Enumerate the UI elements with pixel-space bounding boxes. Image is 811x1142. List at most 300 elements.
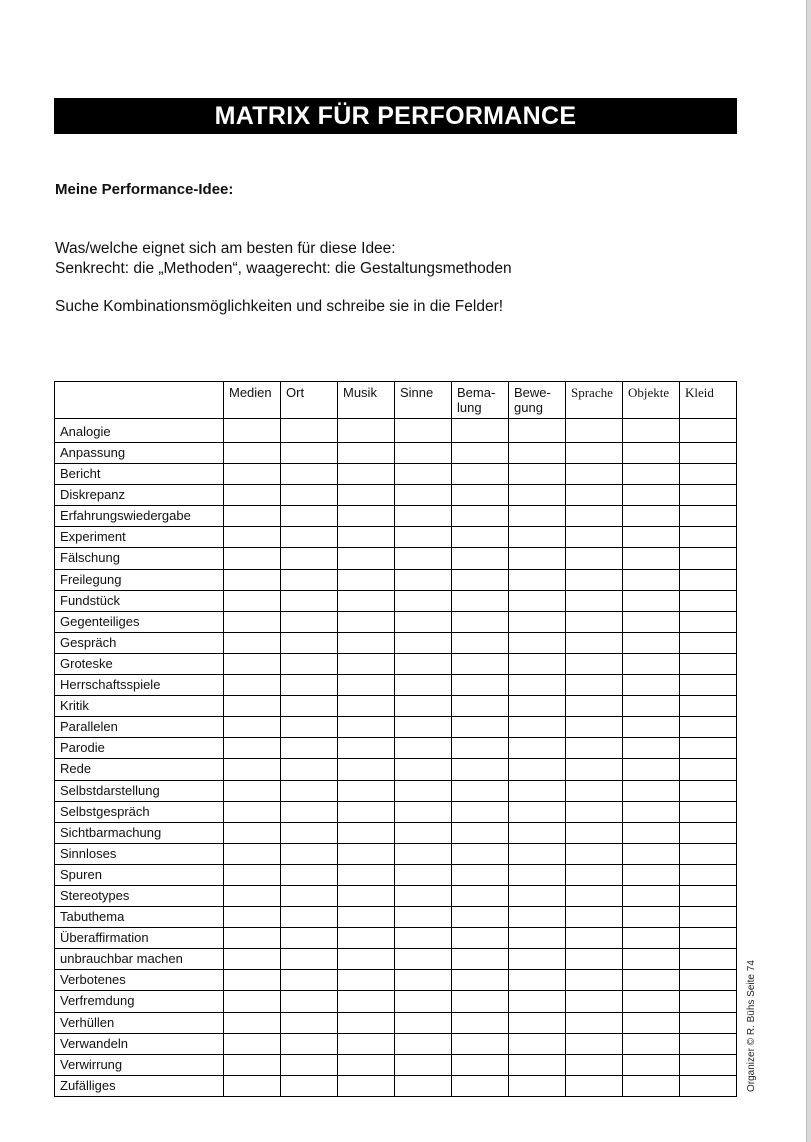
matrix-cell[interactable] <box>224 485 281 506</box>
matrix-cell[interactable] <box>509 885 566 906</box>
matrix-cell[interactable] <box>224 822 281 843</box>
matrix-cell[interactable] <box>395 419 452 443</box>
matrix-cell[interactable] <box>452 675 509 696</box>
matrix-cell[interactable] <box>395 759 452 780</box>
matrix-cell[interactable] <box>623 991 680 1012</box>
matrix-cell[interactable] <box>452 611 509 632</box>
matrix-cell[interactable] <box>680 464 737 485</box>
matrix-cell[interactable] <box>395 632 452 653</box>
matrix-cell[interactable] <box>680 991 737 1012</box>
matrix-cell[interactable] <box>452 907 509 928</box>
matrix-cell[interactable] <box>623 759 680 780</box>
matrix-cell[interactable] <box>281 864 338 885</box>
matrix-cell[interactable] <box>509 696 566 717</box>
matrix-cell[interactable] <box>509 485 566 506</box>
matrix-cell[interactable] <box>281 569 338 590</box>
matrix-cell[interactable] <box>395 506 452 527</box>
matrix-cell[interactable] <box>224 653 281 674</box>
matrix-cell[interactable] <box>281 527 338 548</box>
matrix-cell[interactable] <box>623 928 680 949</box>
matrix-cell[interactable] <box>623 590 680 611</box>
matrix-cell[interactable] <box>623 527 680 548</box>
matrix-cell[interactable] <box>281 590 338 611</box>
matrix-cell[interactable] <box>281 464 338 485</box>
matrix-cell[interactable] <box>452 717 509 738</box>
matrix-cell[interactable] <box>452 928 509 949</box>
matrix-cell[interactable] <box>566 569 623 590</box>
matrix-cell[interactable] <box>338 949 395 970</box>
matrix-cell[interactable] <box>509 548 566 569</box>
matrix-cell[interactable] <box>452 1033 509 1054</box>
matrix-cell[interactable] <box>680 843 737 864</box>
matrix-cell[interactable] <box>224 443 281 464</box>
matrix-cell[interactable] <box>680 759 737 780</box>
matrix-cell[interactable] <box>395 611 452 632</box>
matrix-cell[interactable] <box>566 717 623 738</box>
matrix-cell[interactable] <box>338 419 395 443</box>
matrix-row <box>55 1075 737 1096</box>
matrix-cell[interactable] <box>224 506 281 527</box>
matrix-cell[interactable] <box>224 419 281 443</box>
matrix-cell[interactable] <box>395 801 452 822</box>
matrix-cell[interactable] <box>224 928 281 949</box>
matrix-cell[interactable] <box>680 738 737 759</box>
matrix-cell[interactable] <box>566 419 623 443</box>
matrix-cell[interactable] <box>281 1075 338 1096</box>
matrix-cell[interactable] <box>680 970 737 991</box>
matrix-cell[interactable] <box>623 885 680 906</box>
matrix-cell[interactable] <box>509 1075 566 1096</box>
matrix-cell[interactable] <box>509 970 566 991</box>
matrix-cell[interactable] <box>338 696 395 717</box>
matrix-cell[interactable] <box>281 1054 338 1075</box>
matrix-cell[interactable] <box>509 632 566 653</box>
row-label: Verwandeln <box>55 1033 224 1054</box>
matrix-cell[interactable] <box>623 419 680 443</box>
matrix-cell[interactable] <box>224 738 281 759</box>
matrix-cell[interactable] <box>224 696 281 717</box>
matrix-cell[interactable] <box>281 991 338 1012</box>
matrix-cell[interactable] <box>452 527 509 548</box>
matrix-cell[interactable] <box>281 780 338 801</box>
matrix-cell[interactable] <box>338 885 395 906</box>
matrix-cell[interactable] <box>224 885 281 906</box>
matrix-cell[interactable] <box>566 780 623 801</box>
matrix-cell[interactable] <box>566 822 623 843</box>
matrix-cell[interactable] <box>509 928 566 949</box>
matrix-cell[interactable] <box>623 1054 680 1075</box>
question-line-1: Was/welche eignet sich am besten für diese Idee: <box>55 240 396 257</box>
matrix-cell[interactable] <box>338 738 395 759</box>
matrix-cell[interactable] <box>395 548 452 569</box>
matrix-cell[interactable] <box>452 738 509 759</box>
matrix-cell[interactable] <box>680 822 737 843</box>
matrix-cell[interactable] <box>566 548 623 569</box>
matrix-cell[interactable] <box>338 653 395 674</box>
matrix-cell[interactable] <box>680 801 737 822</box>
matrix-cell[interactable] <box>566 759 623 780</box>
matrix-cell[interactable] <box>395 885 452 906</box>
matrix-cell[interactable] <box>566 970 623 991</box>
matrix-row <box>55 864 737 885</box>
matrix-cell[interactable] <box>680 1012 737 1033</box>
matrix-cell[interactable] <box>338 907 395 928</box>
matrix-cell[interactable] <box>224 843 281 864</box>
matrix-cell[interactable] <box>281 970 338 991</box>
matrix-cell[interactable] <box>224 527 281 548</box>
matrix-cell[interactable] <box>623 864 680 885</box>
matrix-cell[interactable] <box>509 1012 566 1033</box>
matrix-cell[interactable] <box>452 506 509 527</box>
matrix-cell[interactable] <box>680 485 737 506</box>
matrix-cell[interactable] <box>680 611 737 632</box>
row-label: Sinnloses <box>55 843 224 864</box>
matrix-cell[interactable] <box>452 759 509 780</box>
matrix-cell[interactable] <box>281 1033 338 1054</box>
matrix-cell[interactable] <box>452 885 509 906</box>
matrix-cell[interactable] <box>452 801 509 822</box>
matrix-cell[interactable] <box>338 970 395 991</box>
matrix-cell[interactable] <box>509 1033 566 1054</box>
matrix-cell[interactable] <box>566 590 623 611</box>
matrix-cell[interactable] <box>509 675 566 696</box>
matrix-cell[interactable] <box>395 907 452 928</box>
matrix-cell[interactable] <box>452 949 509 970</box>
matrix-cell[interactable] <box>566 485 623 506</box>
matrix-cell[interactable] <box>224 632 281 653</box>
matrix-row <box>55 653 737 674</box>
matrix-cell[interactable] <box>338 464 395 485</box>
matrix-cell[interactable] <box>281 443 338 464</box>
matrix-cell[interactable] <box>338 864 395 885</box>
matrix-cell[interactable] <box>224 1033 281 1054</box>
matrix-cell[interactable] <box>623 632 680 653</box>
matrix-cell[interactable] <box>623 717 680 738</box>
matrix-cell[interactable] <box>509 759 566 780</box>
matrix-cell[interactable] <box>395 864 452 885</box>
matrix-cell[interactable] <box>509 780 566 801</box>
matrix-cell[interactable] <box>680 419 737 443</box>
matrix-cell[interactable] <box>623 443 680 464</box>
matrix-cell[interactable] <box>338 801 395 822</box>
matrix-cell[interactable] <box>395 1054 452 1075</box>
matrix-cell[interactable] <box>623 822 680 843</box>
matrix-cell[interactable] <box>509 653 566 674</box>
row-label: Groteske <box>55 653 224 674</box>
matrix-cell[interactable] <box>395 443 452 464</box>
matrix-cell[interactable] <box>623 1033 680 1054</box>
matrix-cell[interactable] <box>509 991 566 1012</box>
matrix-cell[interactable] <box>395 569 452 590</box>
matrix-cell[interactable] <box>452 843 509 864</box>
matrix-cell[interactable] <box>680 548 737 569</box>
matrix-cell[interactable] <box>680 527 737 548</box>
matrix-cell[interactable] <box>509 419 566 443</box>
matrix-cell[interactable] <box>566 864 623 885</box>
matrix-row <box>55 419 737 443</box>
matrix-cell[interactable] <box>452 485 509 506</box>
matrix-cell[interactable] <box>680 569 737 590</box>
matrix-cell[interactable] <box>338 527 395 548</box>
matrix-cell[interactable] <box>452 419 509 443</box>
matrix-cell[interactable] <box>680 1033 737 1054</box>
matrix-cell[interactable] <box>566 632 623 653</box>
matrix-row <box>55 675 737 696</box>
matrix-cell[interactable] <box>452 464 509 485</box>
matrix-row <box>55 527 737 548</box>
matrix-cell[interactable] <box>281 717 338 738</box>
matrix-cell[interactable] <box>623 907 680 928</box>
matrix-cell[interactable] <box>680 907 737 928</box>
matrix-cell[interactable] <box>566 1054 623 1075</box>
matrix-cell[interactable] <box>623 1075 680 1096</box>
matrix-cell[interactable] <box>338 843 395 864</box>
matrix-cell[interactable] <box>566 696 623 717</box>
matrix-cell[interactable] <box>680 780 737 801</box>
matrix-cell[interactable] <box>338 611 395 632</box>
matrix-cell[interactable] <box>566 928 623 949</box>
matrix-cell[interactable] <box>509 949 566 970</box>
matrix-cell[interactable] <box>281 419 338 443</box>
matrix-cell[interactable] <box>623 970 680 991</box>
matrix-cell[interactable] <box>395 675 452 696</box>
matrix-cell[interactable] <box>623 696 680 717</box>
matrix-cell[interactable] <box>509 717 566 738</box>
matrix-cell[interactable] <box>680 632 737 653</box>
matrix-cell[interactable] <box>224 780 281 801</box>
matrix-cell[interactable] <box>623 738 680 759</box>
matrix-cell[interactable] <box>680 443 737 464</box>
matrix-cell[interactable] <box>281 738 338 759</box>
matrix-cell[interactable] <box>680 717 737 738</box>
matrix-cell[interactable] <box>452 569 509 590</box>
matrix-cell[interactable] <box>452 864 509 885</box>
matrix-cell[interactable] <box>623 548 680 569</box>
matrix-cell[interactable] <box>509 464 566 485</box>
matrix-cell[interactable] <box>338 991 395 1012</box>
matrix-cell[interactable] <box>224 590 281 611</box>
matrix-cell[interactable] <box>566 907 623 928</box>
matrix-cell[interactable] <box>224 949 281 970</box>
matrix-cell[interactable] <box>452 548 509 569</box>
matrix-cell[interactable] <box>509 590 566 611</box>
matrix-cell[interactable] <box>452 970 509 991</box>
matrix-cell[interactable] <box>338 443 395 464</box>
matrix-cell[interactable] <box>566 675 623 696</box>
matrix-cell[interactable] <box>281 949 338 970</box>
matrix-cell[interactable] <box>224 1075 281 1096</box>
matrix-cell[interactable] <box>395 822 452 843</box>
matrix-cell[interactable] <box>224 611 281 632</box>
matrix-cell[interactable] <box>224 801 281 822</box>
matrix-cell[interactable] <box>395 1075 452 1096</box>
matrix-cell[interactable] <box>509 611 566 632</box>
matrix-cell[interactable] <box>224 717 281 738</box>
matrix-cell[interactable] <box>680 864 737 885</box>
matrix-cell[interactable] <box>281 632 338 653</box>
matrix-cell[interactable] <box>395 590 452 611</box>
matrix-cell[interactable] <box>452 780 509 801</box>
matrix-cell[interactable] <box>395 738 452 759</box>
matrix-cell[interactable] <box>623 611 680 632</box>
matrix-cell[interactable] <box>623 506 680 527</box>
matrix-cell[interactable] <box>566 843 623 864</box>
matrix-cell[interactable] <box>395 464 452 485</box>
matrix-cell[interactable] <box>566 611 623 632</box>
matrix-cell[interactable] <box>395 949 452 970</box>
matrix-cell[interactable] <box>452 443 509 464</box>
matrix-cell[interactable] <box>566 949 623 970</box>
matrix-cell[interactable] <box>338 1075 395 1096</box>
matrix-cell[interactable] <box>452 822 509 843</box>
matrix-cell[interactable] <box>566 801 623 822</box>
matrix-cell[interactable] <box>281 485 338 506</box>
matrix-cell[interactable] <box>338 675 395 696</box>
matrix-cell[interactable] <box>566 443 623 464</box>
matrix-cell[interactable] <box>395 991 452 1012</box>
matrix-cell[interactable] <box>623 485 680 506</box>
matrix-cell[interactable] <box>338 590 395 611</box>
matrix-cell[interactable] <box>452 696 509 717</box>
matrix-cell[interactable] <box>395 928 452 949</box>
matrix-cell[interactable] <box>281 759 338 780</box>
matrix-cell[interactable] <box>395 527 452 548</box>
matrix-cell[interactable] <box>509 738 566 759</box>
matrix-cell[interactable] <box>395 653 452 674</box>
matrix-cell[interactable] <box>281 928 338 949</box>
matrix-cell[interactable] <box>680 590 737 611</box>
matrix-cell[interactable] <box>224 1054 281 1075</box>
matrix-cell[interactable] <box>281 1012 338 1033</box>
matrix-cell[interactable] <box>566 885 623 906</box>
matrix-cell[interactable] <box>395 780 452 801</box>
matrix-cell[interactable] <box>281 675 338 696</box>
matrix-cell[interactable] <box>566 991 623 1012</box>
matrix-cell[interactable] <box>224 1012 281 1033</box>
matrix-cell[interactable] <box>452 1054 509 1075</box>
matrix-cell[interactable] <box>281 885 338 906</box>
matrix-cell[interactable] <box>338 717 395 738</box>
matrix-cell[interactable] <box>680 885 737 906</box>
matrix-cell[interactable] <box>338 1012 395 1033</box>
matrix-cell[interactable] <box>224 991 281 1012</box>
matrix-cell[interactable] <box>452 1012 509 1033</box>
matrix-cell[interactable] <box>395 843 452 864</box>
matrix-cell[interactable] <box>509 843 566 864</box>
matrix-cell[interactable] <box>395 1033 452 1054</box>
matrix-cell[interactable] <box>566 1033 623 1054</box>
matrix-cell[interactable] <box>338 780 395 801</box>
matrix-cell[interactable] <box>623 780 680 801</box>
matrix-cell[interactable] <box>452 653 509 674</box>
matrix-cell[interactable] <box>623 653 680 674</box>
matrix-cell[interactable] <box>509 1054 566 1075</box>
matrix-cell[interactable] <box>623 801 680 822</box>
matrix-cell[interactable] <box>338 485 395 506</box>
matrix-cell[interactable] <box>338 569 395 590</box>
matrix-cell[interactable] <box>338 506 395 527</box>
matrix-cell[interactable] <box>509 864 566 885</box>
matrix-cell[interactable] <box>281 653 338 674</box>
matrix-cell[interactable] <box>338 928 395 949</box>
matrix-cell[interactable] <box>566 653 623 674</box>
matrix-cell[interactable] <box>281 611 338 632</box>
matrix-cell[interactable] <box>338 548 395 569</box>
matrix-cell[interactable] <box>338 822 395 843</box>
matrix-cell[interactable] <box>224 569 281 590</box>
matrix-cell[interactable] <box>566 738 623 759</box>
matrix-cell[interactable] <box>509 443 566 464</box>
matrix-cell[interactable] <box>623 464 680 485</box>
matrix-cell[interactable] <box>281 506 338 527</box>
matrix-cell[interactable] <box>452 991 509 1012</box>
matrix-cell[interactable] <box>338 759 395 780</box>
matrix-cell[interactable] <box>680 928 737 949</box>
matrix-cell[interactable] <box>224 970 281 991</box>
matrix-cell[interactable] <box>680 1075 737 1096</box>
matrix-cell[interactable] <box>224 675 281 696</box>
matrix-cell[interactable] <box>509 907 566 928</box>
matrix-cell[interactable] <box>338 1033 395 1054</box>
matrix-row <box>55 485 737 506</box>
matrix-cell[interactable] <box>623 569 680 590</box>
matrix-cell[interactable] <box>338 632 395 653</box>
matrix-cell[interactable] <box>281 696 338 717</box>
matrix-cell[interactable] <box>680 696 737 717</box>
matrix-cell[interactable] <box>452 632 509 653</box>
matrix-cell[interactable] <box>680 949 737 970</box>
matrix-cell[interactable] <box>281 907 338 928</box>
matrix-cell[interactable] <box>509 506 566 527</box>
matrix-cell[interactable] <box>452 1075 509 1096</box>
matrix-cell[interactable] <box>509 822 566 843</box>
matrix-cell[interactable] <box>452 590 509 611</box>
matrix-cell[interactable] <box>224 548 281 569</box>
matrix-cell[interactable] <box>680 653 737 674</box>
matrix-cell[interactable] <box>680 1054 737 1075</box>
matrix-cell[interactable] <box>281 548 338 569</box>
matrix-cell[interactable] <box>338 1054 395 1075</box>
matrix-cell[interactable] <box>680 506 737 527</box>
matrix-cell[interactable] <box>566 464 623 485</box>
matrix-cell[interactable] <box>566 1075 623 1096</box>
matrix-cell[interactable] <box>566 506 623 527</box>
matrix-cell[interactable] <box>509 527 566 548</box>
matrix-cell[interactable] <box>566 1012 623 1033</box>
matrix-cell[interactable] <box>395 485 452 506</box>
matrix-cell[interactable] <box>680 675 737 696</box>
matrix-cell[interactable] <box>224 907 281 928</box>
matrix-cell[interactable] <box>395 1012 452 1033</box>
matrix-cell[interactable] <box>566 527 623 548</box>
matrix-cell[interactable] <box>509 569 566 590</box>
matrix-cell[interactable] <box>395 696 452 717</box>
matrix-cell[interactable] <box>509 801 566 822</box>
matrix-cell[interactable] <box>623 675 680 696</box>
matrix-cell[interactable] <box>281 843 338 864</box>
matrix-cell[interactable] <box>395 717 452 738</box>
matrix-cell[interactable] <box>224 464 281 485</box>
matrix-cell[interactable] <box>224 759 281 780</box>
matrix-cell[interactable] <box>623 949 680 970</box>
matrix-cell[interactable] <box>395 970 452 991</box>
matrix-cell[interactable] <box>281 822 338 843</box>
matrix-cell[interactable] <box>224 864 281 885</box>
row-label: Selbstdarstellung <box>55 780 224 801</box>
matrix-cell[interactable] <box>623 1012 680 1033</box>
matrix-cell[interactable] <box>281 801 338 822</box>
matrix-cell[interactable] <box>623 843 680 864</box>
